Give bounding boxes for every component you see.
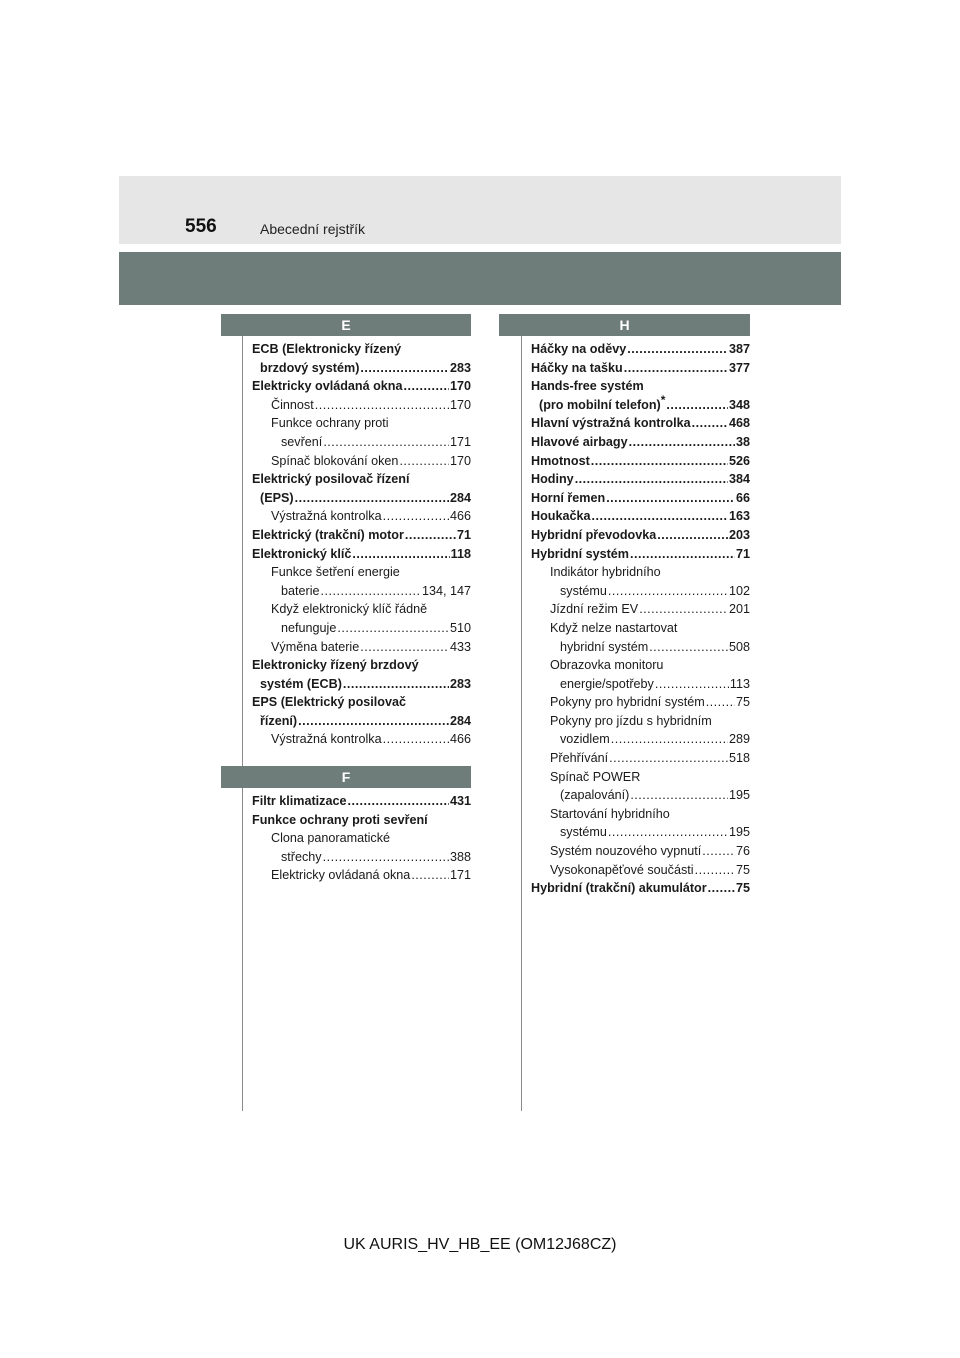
index-entry: (pro mobilní telefon)* ..... 348 — [531, 396, 750, 415]
index-entry: (EPS) ..... 284 — [252, 489, 471, 508]
footer-model-code: UK AURIS_HV_HB_EE (OM12J68CZ) — [343, 1236, 617, 1253]
page-ref: 171 — [449, 868, 471, 883]
page-number: 556 — [185, 216, 217, 237]
index-entry: Háčky na oděvy ..... 387 — [531, 340, 750, 359]
entry-line: Startování hybridního — [550, 806, 670, 821]
page-ref: 466 — [449, 732, 471, 747]
index-subentry: nefunguje ..... 510 — [252, 619, 471, 638]
index-entry: Houkačka ..... 163 — [531, 507, 750, 526]
index-subentry: hybridní systém ..... 508 — [531, 638, 750, 657]
page-ref: 71 — [735, 546, 750, 561]
page-ref: 284 — [449, 713, 471, 728]
page-ref: 284 — [449, 490, 471, 505]
page-ref: 118 — [450, 546, 471, 561]
entry-line: Obrazovka monitoru — [550, 658, 664, 673]
page-ref: 75 — [735, 862, 750, 877]
page-ref: 377 — [728, 360, 750, 375]
entry-line: Funkce šetření energie — [271, 565, 400, 580]
section-letter-h: H — [499, 314, 750, 336]
page-ref: 201 — [728, 602, 750, 617]
index-entry: Elektricky ovládaná okna ..... 170 — [252, 377, 471, 396]
index-subentry: střechy ..... 388 — [252, 848, 471, 867]
page-ref: 466 — [449, 509, 471, 524]
page-ref: 283 — [449, 360, 471, 375]
entry-line: EPS (Elektrický posilovač — [252, 695, 406, 710]
page-ref: 102 — [728, 583, 750, 598]
index-subentry: Výměna baterie ..... 433 — [252, 638, 471, 657]
header-band — [119, 176, 841, 244]
index-entry: systém (ECB) ..... 283 — [252, 675, 471, 694]
index-subentry: Systém nouzového vypnutí ..... 76 — [531, 842, 750, 861]
page-ref: 384 — [728, 472, 750, 487]
page-ref: 508 — [728, 639, 750, 654]
index-entry: Elektronický klíč ..... 118 — [252, 545, 471, 564]
page-ref: 526 — [728, 453, 750, 468]
section-letter-f: F — [221, 766, 471, 788]
page-ref: 433 — [449, 639, 471, 654]
index-entry: Hybridní převodovka ..... 203 — [531, 526, 750, 545]
index-subentry: Výstražná kontrolka ..... 466 — [252, 730, 471, 749]
index-subentry: Vysokonapěťové součásti ..... 75 — [531, 861, 750, 880]
index-entry: Elektrický (trakční) motor ..... 71 — [252, 526, 471, 545]
entry-line: Elektronicky řízený brzdový — [252, 658, 419, 673]
page-ref: 71 — [456, 527, 471, 542]
index-subentry: Spínač blokování oken ..... 170 — [252, 452, 471, 471]
page-ref: 387 — [728, 342, 750, 356]
page-ref: 170 — [449, 379, 471, 394]
index-entry: Funkce ochrany proti sevření — [252, 812, 428, 827]
page-ref: 510 — [449, 620, 471, 635]
index-subentry: baterie ..... 134, 147 — [252, 582, 471, 601]
index-subentry: systému ..... 102 — [531, 582, 750, 601]
column-divider-left — [242, 336, 243, 1111]
page-ref: 388 — [449, 849, 471, 864]
entries-h — [531, 340, 750, 898]
page-ref: 348 — [728, 397, 750, 412]
index-entry: brzdový systém) ..... 283 — [252, 359, 471, 378]
page-ref: 171 — [449, 434, 471, 449]
entries-e — [252, 340, 471, 749]
index-subentry: (zapalování) ..... 195 — [531, 786, 750, 805]
header-dark-band — [119, 252, 841, 305]
index-subentry: sevření ..... 171 — [252, 433, 471, 452]
index-entry: Hybridní systém ..... 71 — [531, 545, 750, 564]
section-letter-e: E — [221, 314, 471, 336]
index-entry: řízení) ..... 284 — [252, 712, 471, 731]
page-ref: 75 — [735, 881, 750, 896]
index-subentry: systému ..... 195 — [531, 823, 750, 842]
index-entry: Hlavní výstražná kontrolka ..... 468 — [531, 414, 750, 433]
page-ref: 66 — [735, 490, 750, 505]
entry-line: Clona panoramatické — [271, 831, 391, 846]
page-ref: 195 — [728, 788, 750, 803]
index-subentry: Přehřívání ..... 518 — [531, 749, 750, 768]
page-ref: 38 — [735, 434, 750, 449]
index-subentry: vozidlem ..... 289 — [531, 730, 750, 749]
entry-line: Indikátor hybridního — [550, 565, 661, 580]
page-ref: 468 — [728, 416, 750, 431]
page-ref: 76 — [735, 844, 750, 859]
entry-line: Když nelze nastartovat — [550, 620, 678, 635]
entry-line: ECB (Elektronicky řízený — [252, 342, 402, 356]
index-subentry: Činnost ..... 170 — [252, 396, 471, 415]
page-ref: 518 — [728, 751, 750, 766]
index-entry: Filtr klimatizace ..... 431 — [252, 792, 471, 811]
entry-line: Když elektronický klíč řádně — [271, 602, 428, 617]
entry-line: Hands-free systém — [531, 379, 644, 394]
entries-f — [252, 792, 471, 885]
entry-line: Elektrický posilovač řízení — [252, 472, 410, 487]
index-entry: Háčky na tašku ..... 377 — [531, 359, 750, 378]
page-ref: 289 — [728, 732, 750, 747]
index-entry: Hlavové airbagy ..... 38 — [531, 433, 750, 452]
index-subentry: Pokyny pro hybridní systém ..... 75 — [531, 693, 750, 712]
index-subentry: Výstražná kontrolka ..... 466 — [252, 507, 471, 526]
entry-line: Spínač POWER — [550, 769, 641, 784]
entry-line: Funkce ochrany proti — [271, 416, 389, 431]
page-ref: 113 — [729, 676, 750, 691]
footnote-asterisk: * — [660, 392, 666, 407]
index-entry: Hybridní (trakční) akumulátor ..... 75 — [531, 879, 750, 898]
index-subentry: Jízdní režim EV ..... 201 — [531, 600, 750, 619]
column-divider-middle — [521, 336, 522, 1111]
section-title: Abecední rejstřík — [260, 221, 366, 237]
page-ref: 75 — [735, 695, 750, 710]
index-entry: Hodiny ..... 384 — [531, 470, 750, 489]
page-ref: 163 — [728, 509, 750, 524]
page-ref: 431 — [449, 794, 471, 808]
index-subentry: energie/spotřeby ..... 113 — [531, 675, 750, 694]
entry-line: Pokyny pro jízdu s hybridním — [550, 713, 712, 728]
index-entry: Horní řemen ..... 66 — [531, 489, 750, 508]
index-entry: Hmotnost ..... 526 — [531, 452, 750, 471]
index-subentry: Elektricky ovládaná okna ..... 171 — [252, 866, 471, 885]
page-ref: 195 — [728, 825, 750, 840]
page-ref: 283 — [449, 676, 471, 691]
page-ref: 134, 147 — [421, 583, 471, 598]
page-ref: 170 — [449, 397, 471, 412]
page-ref: 203 — [728, 527, 750, 542]
page-ref: 170 — [449, 453, 471, 468]
